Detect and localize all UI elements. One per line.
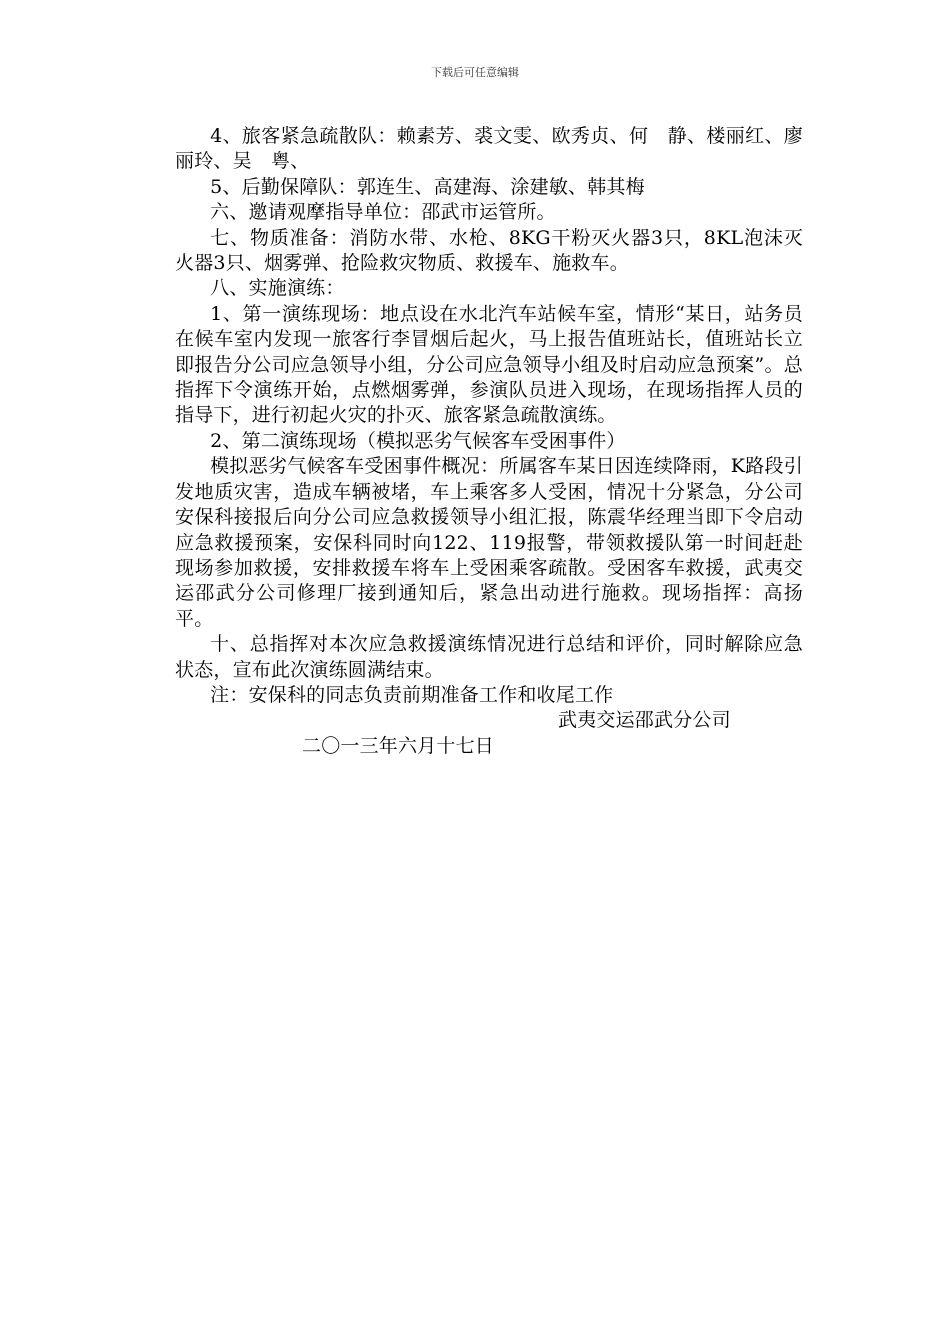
paragraph-drill-heading: 八、实施演练： <box>210 277 345 300</box>
paragraph-summary: 十、总指挥对本次应急救援演练情况进行总结和评价，同时解除应急状态，宣布此次演练圆满结束。 <box>175 633 803 681</box>
page-header: 下载后可任意编辑 <box>431 66 519 79</box>
paragraph-evacuation-team: 4、旅客紧急疏散队：赖素芳、裘文雯、欧秀贞、何 静、楼丽红、廖丽玲、吴 粤、 <box>175 125 803 173</box>
paragraph-first-drill: 1、第一演练现场：地点设在水北汽车站候车室，情形“某日，站务员在候车室内发现一旅客行李冒烟后起火，马上报告值班站长，值班站长立即报告分公司应急领导小组，分公司应急领导小组及时启动应急预案”。总指挥下令演练开始，点燃烟雾弹，参演队员进入现场，在现场指挥人员的指导下，进行初起火灾的扑灭、旅客紧急疏散演练。 <box>175 302 803 427</box>
signature: 武夷交运邵武分公司 <box>558 709 731 732</box>
paragraph-second-drill-heading: 2、第二演练现场（模拟恶劣气候客车受困事件） <box>210 429 626 452</box>
document-body <box>175 124 803 759</box>
paragraph-observer-unit: 六、邀请观摩指导单位：邵武市运管所。 <box>210 201 556 224</box>
paragraph-note: 注：安保科的同志负责前期准备工作和收尾工作 <box>210 683 614 706</box>
paragraph-second-drill: 模拟恶劣气候客车受困事件概况：所属客车某日因连续降雨，K路段引发地质灾害，造成车辆被堵，车上乘客多人受困，情况十分紧急，分公司安保科接报后向分公司应急救援领导小组汇报，陈震华经理当即下令启动应急救援预案，安保科同时向122、119报警，带领救援队第一时间赶赴现场参加救援，安排救援车将车上受困乘客疏散。受困客车救援，武夷交运邵武分公司修理厂接到通知后，紧急出动进行施救。现场指挥：高扬平。 <box>175 455 803 630</box>
document-date: 二〇一三年六月十七日 <box>302 734 495 757</box>
paragraph-logistics-team: 5、后勤保障队：郭连生、高建海、涂建敏、韩其梅 <box>210 175 645 198</box>
paragraph-materials: 七、物质准备：消防水带、水枪、8KG干粉灭火器3只，8KL泡沫灭火器3只、烟雾弹、抢险救灾物质、救援车、施救车。 <box>175 226 803 275</box>
